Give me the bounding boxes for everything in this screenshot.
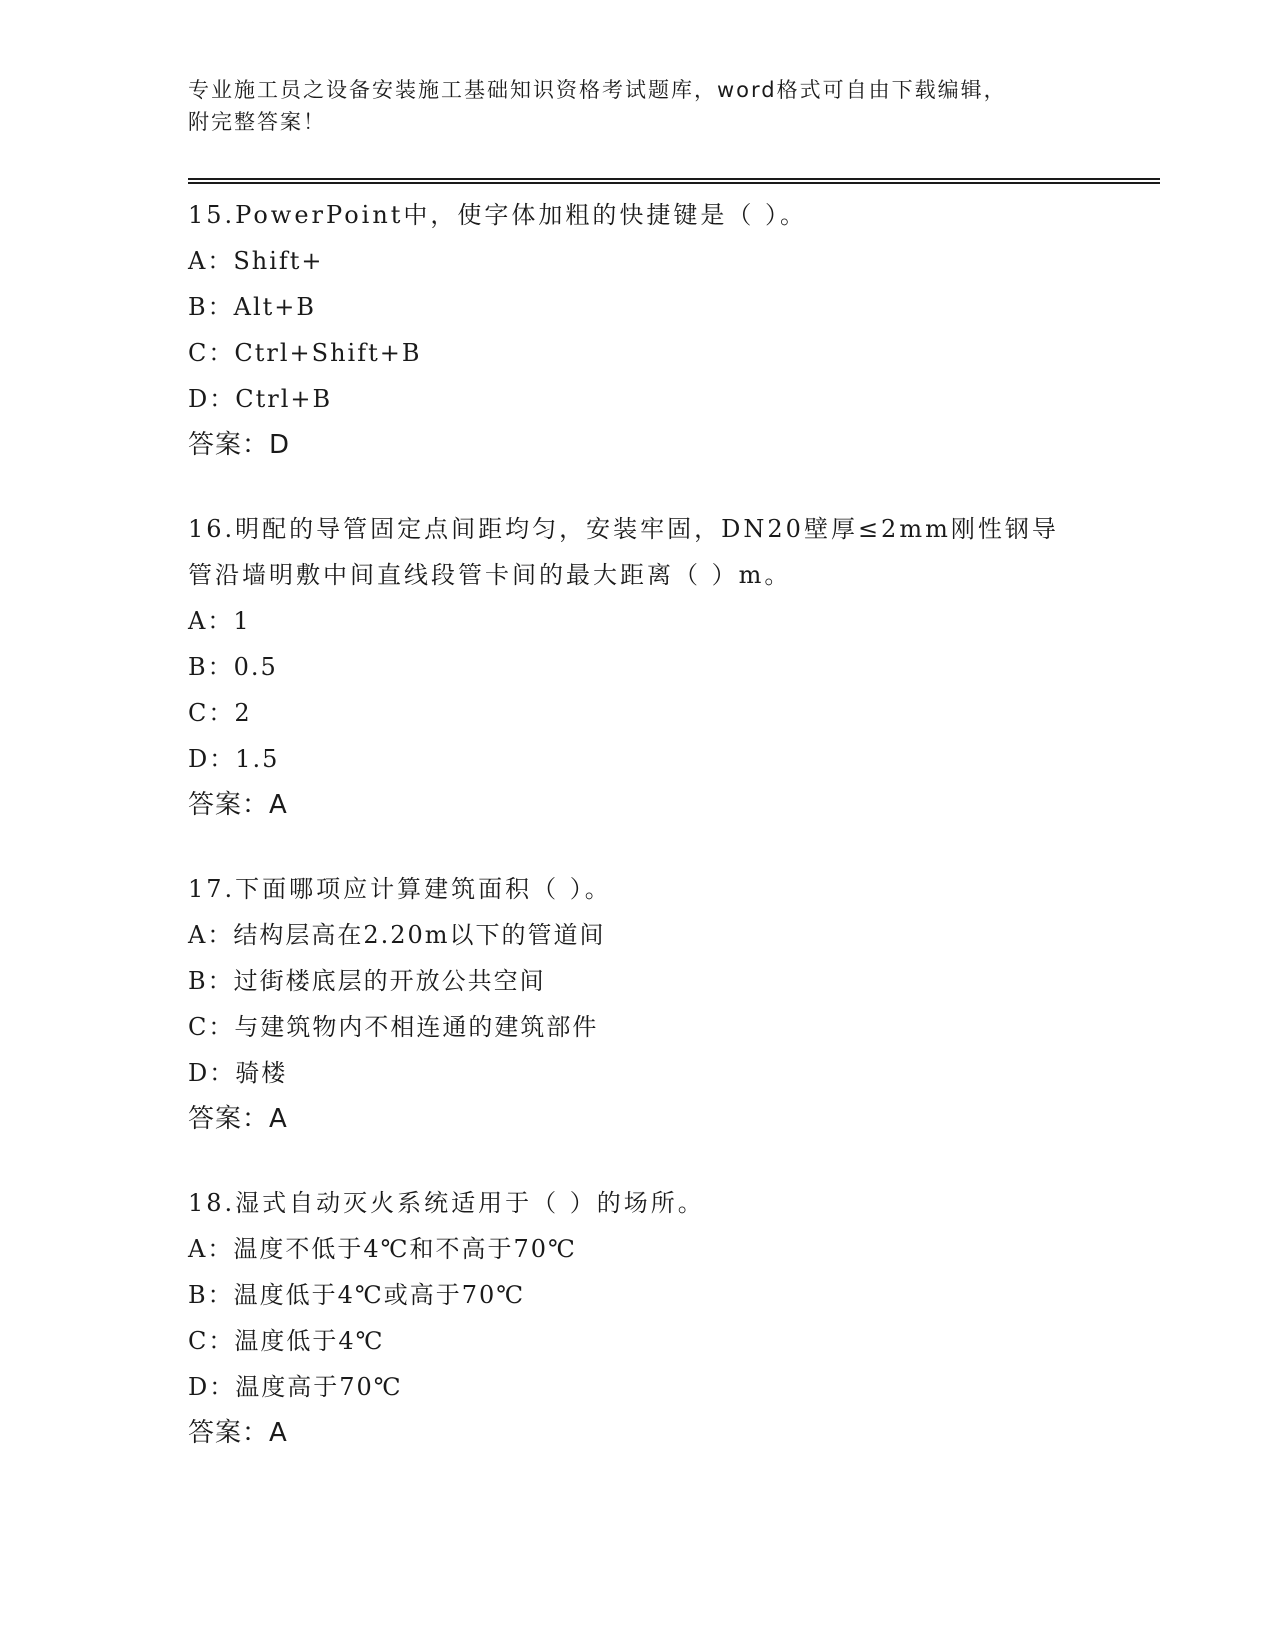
answer-line: 答案：D: [188, 430, 291, 460]
option-c: C：2: [188, 699, 252, 727]
question-stem: 15.PowerPoint中，使字体加粗的快捷键是（ ）。: [188, 201, 808, 229]
option-a: A：温度不低于4℃和不高于70℃: [188, 1235, 577, 1263]
answer-line: 答案：A: [188, 1418, 288, 1448]
question-list: [188, 192, 1088, 1494]
option-d: D：温度高于70℃: [188, 1373, 403, 1401]
option-a: A：Shift+: [188, 247, 324, 275]
option-b: B：过街楼底层的开放公共空间: [188, 967, 546, 995]
question-15: [188, 192, 1088, 468]
option-c: C：Ctrl+Shift+B: [188, 339, 422, 367]
option-c: C：与建筑物内不相连通的建筑部件: [188, 1013, 599, 1041]
header-line-2: 附完整答案！: [188, 110, 326, 134]
option-a: A：1: [188, 607, 251, 635]
question-stem-continued: 管沿墙明敷中间直线段管卡间的最大距离（ ）m。: [188, 561, 792, 589]
question-stem: 17.下面哪项应计算建筑面积（ ）。: [188, 875, 612, 903]
question-16: [188, 506, 1088, 828]
document-header: [188, 74, 1088, 138]
option-d: D：骑楼: [188, 1059, 288, 1087]
answer-line: 答案：A: [188, 1104, 288, 1134]
question-stem: 16.明配的导管固定点间距均匀，安装牢固，DN20壁厚≤2mm刚性钢导: [188, 515, 1059, 543]
answer-line: 答案：A: [188, 790, 288, 820]
option-b: B：温度低于4℃或高于70℃: [188, 1281, 526, 1309]
option-b: B：Alt+B: [188, 293, 317, 321]
option-a: A：结构层高在2.20m以下的管道间: [188, 921, 606, 949]
option-b: B：0.5: [188, 653, 278, 681]
option-d: D：Ctrl+B: [188, 385, 333, 413]
question-stem: 18.湿式自动灭火系统适用于（ ）的场所。: [188, 1189, 705, 1217]
header-divider: [188, 178, 1160, 184]
question-17: [188, 866, 1088, 1142]
option-d: D：1.5: [188, 745, 280, 773]
option-c: C：温度低于4℃: [188, 1327, 385, 1355]
header-line-1: 专业施工员之设备安装施工基础知识资格考试题库，word格式可自由下载编辑，: [188, 78, 1007, 102]
question-18: [188, 1180, 1088, 1456]
